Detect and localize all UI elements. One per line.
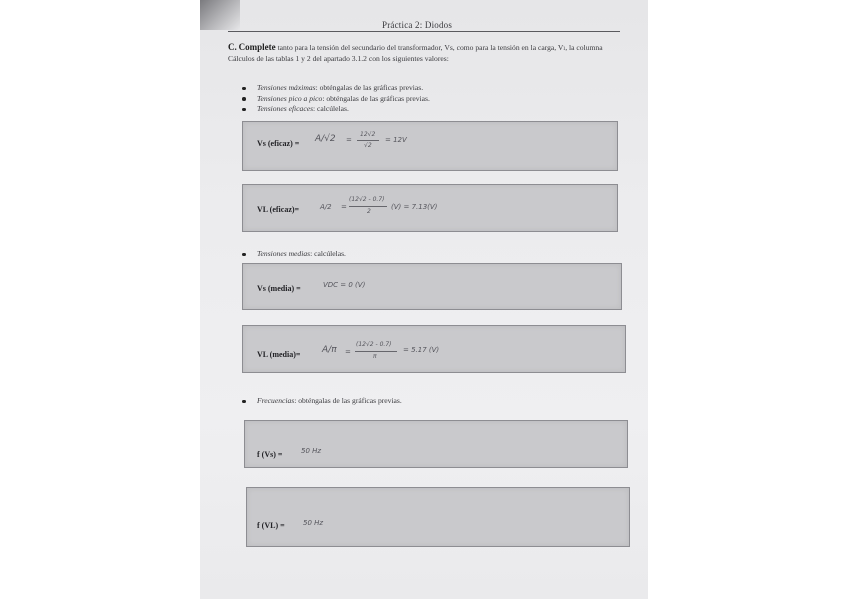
- handwritten-expression: A/√2: [315, 134, 336, 144]
- photo-background: [0, 0, 200, 599]
- bullet-list-mean: [242, 249, 346, 260]
- instructions-text: tanto para la tensión del secundario del transformador, Vs, como para la tensión en la carga, Vₗ, la columna Cálculos de las tablas 1 y 2 del apartado 3.1.2 con los siguientes valores:: [228, 43, 603, 63]
- handwritten-equals: =: [341, 203, 347, 211]
- handwritten-numerator: (12√2 - 0.7): [349, 196, 385, 203]
- handwritten-result: (V) = 7.13(V): [391, 203, 438, 211]
- handwritten-expression: A/π: [322, 345, 337, 355]
- header-rule: [228, 31, 620, 32]
- list-item: Tensiones máximas: obténgalas de las gráficas previas.: [242, 83, 430, 94]
- handwritten-denominator: π: [373, 353, 377, 360]
- section-letter: C.: [228, 42, 237, 52]
- handwritten-value: 50 Hz: [301, 447, 322, 455]
- handwritten-denominator: 2: [367, 208, 371, 215]
- handwritten-numerator: 12√2: [360, 131, 376, 138]
- document-page: [200, 0, 648, 599]
- fraction-bar: [355, 351, 397, 352]
- list-item: Tensiones medias: calcúlelas.: [242, 249, 346, 260]
- answer-box-f-vs: [244, 420, 628, 468]
- handwritten-expression: A/2: [320, 203, 332, 211]
- page-header: Práctica 2: Diodos: [382, 20, 453, 30]
- page-corner-shadow: [200, 0, 240, 30]
- instructions-paragraph: [228, 42, 620, 64]
- instruction-verb: Complete: [238, 42, 276, 52]
- answer-box-vs-eficaz: [242, 121, 618, 171]
- answer-box-vs-media: [242, 263, 622, 310]
- handwritten-value: VDC = 0 (V): [323, 281, 366, 289]
- field-label: Vs (media) =: [257, 284, 301, 293]
- field-label: f (Vs) =: [257, 450, 283, 459]
- handwritten-equals: =: [346, 136, 352, 144]
- handwritten-result: = 12V: [385, 136, 407, 144]
- list-item: Tensiones pico a pico: obténgalas de las gráficas previas.: [242, 94, 430, 105]
- list-item: Tensiones eficaces: calcúlelas.: [242, 104, 430, 115]
- answer-box-vl-media: [242, 325, 626, 373]
- handwritten-numerator: (12√2 - 0.7): [356, 341, 392, 348]
- list-item: Frecuencias: obténgalas de las gráficas previas.: [242, 396, 402, 407]
- field-label: Vs (eficaz) =: [257, 139, 300, 148]
- handwritten-value: 50 Hz: [303, 519, 324, 527]
- answer-box-f-vl: [246, 487, 630, 547]
- handwritten-equals: =: [345, 348, 351, 356]
- bullet-list-frequency: [242, 396, 402, 407]
- bullet-list-max-pp-rms: [242, 83, 430, 115]
- field-label: VL (media)=: [257, 350, 301, 359]
- fraction-bar: [349, 206, 387, 207]
- field-label: VL (eficaz)=: [257, 205, 300, 214]
- answer-box-vl-eficaz: [242, 184, 618, 232]
- fraction-bar: [357, 140, 379, 141]
- field-label: f (VL) =: [257, 521, 285, 530]
- handwritten-denominator: √2: [364, 142, 372, 149]
- handwritten-result: = 5.17 (V): [403, 346, 440, 354]
